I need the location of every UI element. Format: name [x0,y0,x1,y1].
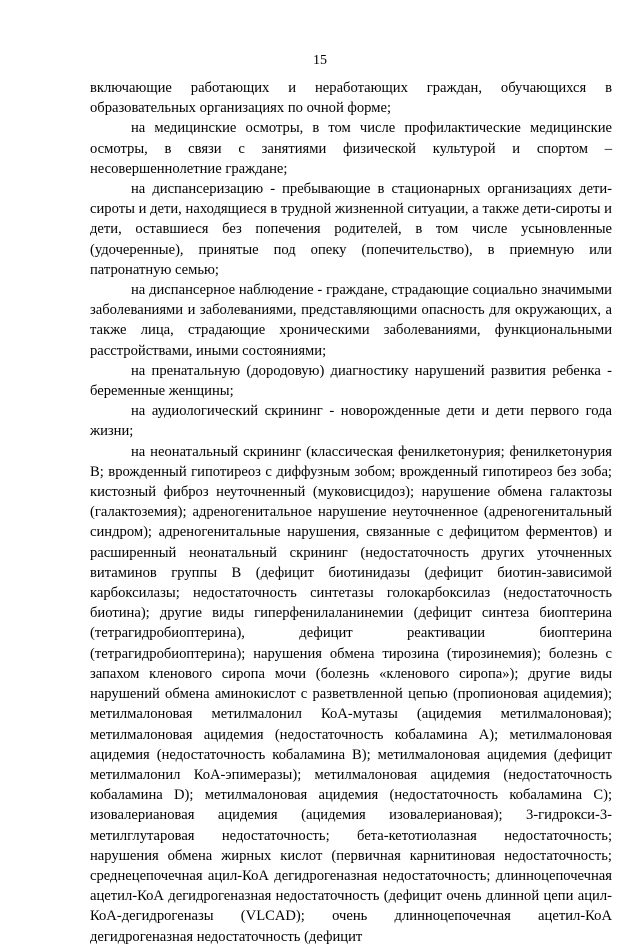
paragraph-dispensary-observation: на диспансерное наблюдение - граждане, страдающие социально значимыми заболеваниями и заболеваниями, представляющими опасность для окружающих, а также лица, страдающие хроническими заболеваниями, функциональными расстройствами, иными состояниями; [90,282,612,359]
paragraph-audiological-screening: на аудиологический скрининг - новорожденные дети и дети первого года жизни; [90,403,612,440]
page-number: 15 [313,53,327,68]
paragraph-neonatal-screening: на неонатальный скрининг (классическая фенилкетонурия; фенилкетонурия В; врожденный гипотиреоз с диффузным зобом; врожденный гипотиреоз без зоба; кистозный фиброз неуточненный (муковисцидоз); нарушение обмена галактозы (галактоземия); адреногенитальное нарушение неуточненное (адреногенитальный синдром); адреногенитальные нарушения, связанные с дефицитом ферментов) и расширенный неонатальный скрининг (недостаточность других уточненных витаминов группы В (дефицит биотинидазы (дефицит биотин-зависимой карбоксилазы; недостаточность синтетазы голокарбоксилаз (недостаточность биотина); другие виды гиперфенилаланинемии (дефицит синтеза биоптерина (тетрагидробиоптерина), дефицит реактивации биоптерина (тетрагидробиоптерина); нарушения обмена тирозина (тирозинемия); болезнь с запахом кленового сиропа мочи (болезнь «кленового сиропа»); другие виды нарушений обмена аминокислот с разветвленной цепью (пропионовая ацидемия); метилмалоновая метилмалонил КоА-мутазы (ацидемия метилмалоновая); метилмалоновая ацидемия (недостаточность кобаламина А); метилмалоновая ацидемия (недостаточность кобаламина В); метилмалоновая ацидемия (дефицит метилмалонил КоА-эпимеразы); метилмалоновая ацидемия (недостаточность кобаламина D); метилмалоновая ацидемия (недостаточность кобаламина С); изовалериановая ацидемия (ацидемия изовалериановая); 3-гидрокси-3-метилглутаровая недостаточность; бета-кетотиолазная недостаточность; нарушения обмена жирных кислот (первичная карнитиновая недостаточность; среднецепочечная ацил-КоА дегидрогеназная недостаточность; длинноцепочечная ацетил-КоА дегидрогеназная недостаточность (дефицит очень длинной цепи ацил-КоА-дегидрогеназы (VLCAD); очень длинноцепочечная ацетил-КоА дегидрогеназная недостаточность (дефицит [90,443,612,945]
paragraph-dispanserization: на диспансеризацию - пребывающие в стационарных организациях дети-сироты и дети, находящиеся в трудной жизненной ситуации, а также дети-сироты и дети, оставшиеся без попечения родителей, в том числе усыновленные (удочеренные), принятые под опеку (попечительство), в приемную или патронатную семью; [90,181,612,278]
paragraph-prenatal-diagnostics: на пренатальную (дородовую) диагностику нарушений развития ребенка - беременные женщины; [90,362,612,400]
paragraph-continuation: включающие работающих и неработающих граждан, обучающихся в образовательных организациях по очной форме; [90,80,612,117]
document-body [90,78,612,947]
paragraph-medical-exams: на медицинские осмотры, в том числе профилактические медицинские осмотры, в связи с занятиями физической культурой и спортом – несовершеннолетние граждане; [90,120,612,177]
